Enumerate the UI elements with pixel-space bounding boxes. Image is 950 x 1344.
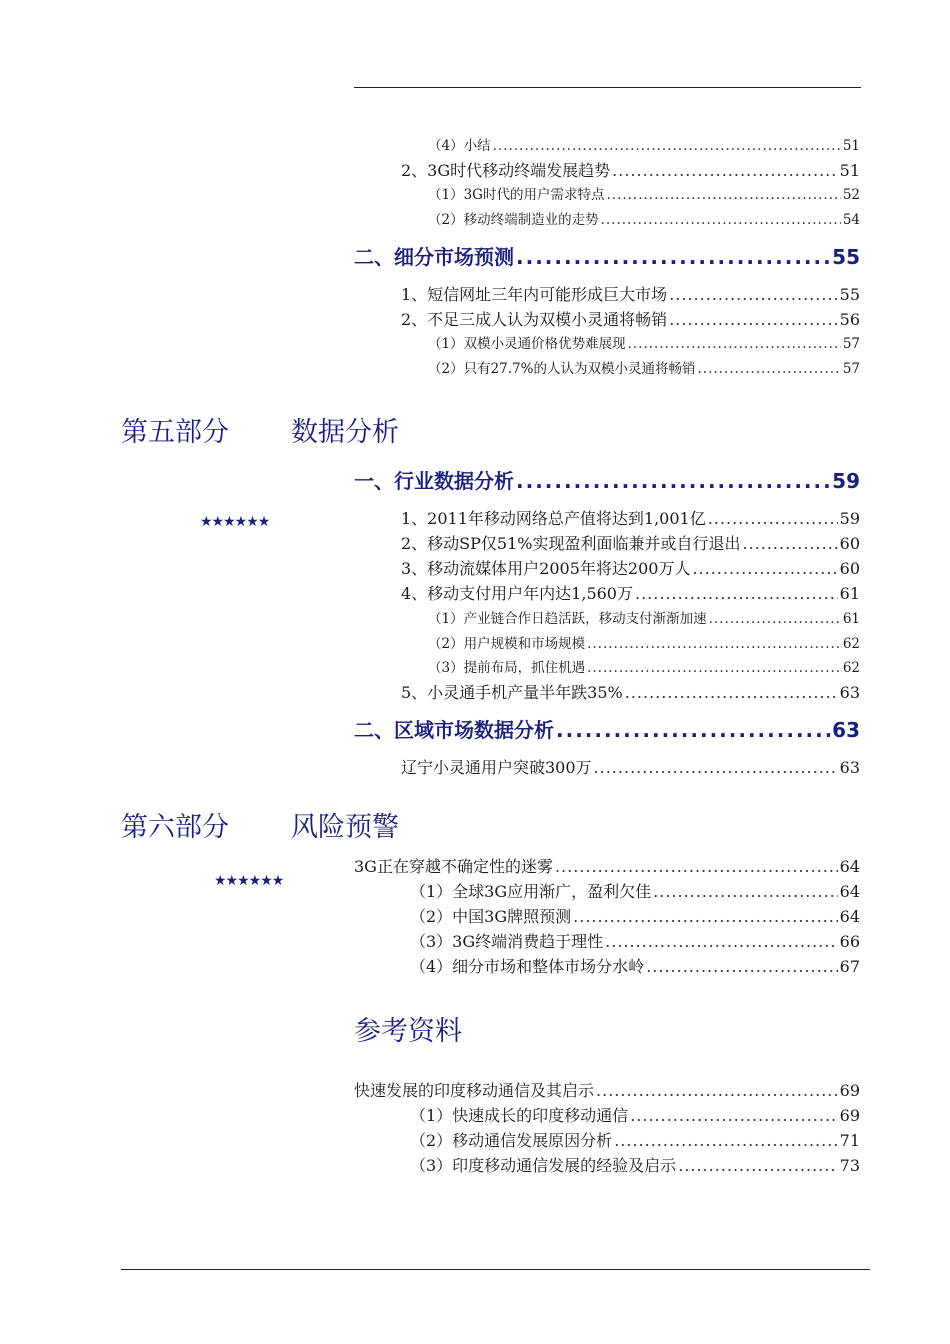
toc-page-number: 60 (839, 534, 860, 553)
toc-title: 3G正在穿越不确定性的迷雾 (354, 857, 553, 876)
toc-page-number: 51 (839, 161, 860, 180)
toc-page-number: 64 (839, 882, 860, 901)
toc-title: （1）快速成长的印度移动通信 (410, 1106, 629, 1125)
toc-page-number: 52 (842, 187, 860, 203)
toc-title: 二、区域市场数据分析 (354, 718, 554, 742)
toc-leader-dots (709, 611, 841, 627)
toc-leader-dots (516, 469, 830, 493)
toc-leader-dots (625, 683, 838, 702)
toc-entry[interactable] (401, 680, 860, 703)
toc-title: （3）3G终端消费趋于理性 (410, 932, 604, 951)
toc-title: 3、移动流媒体用户2005年将达200万人 (401, 559, 691, 578)
toc-leader-dots (573, 907, 837, 926)
toc-entry[interactable] (410, 904, 860, 927)
toc-page-number: 66 (839, 932, 860, 951)
toc-leader-dots (692, 559, 837, 578)
toc-leader-dots (612, 161, 837, 180)
toc-page-number: 67 (839, 957, 860, 976)
toc-page-number: 55 (832, 245, 860, 269)
toc-title: （1）全球3G应用渐广，盈利欠佳 (410, 882, 652, 901)
toc-entry[interactable] (401, 158, 860, 181)
toc-leader-dots (587, 636, 841, 652)
rating-stars: ★★★★★★ (214, 873, 284, 889)
toc-leader-dots (669, 310, 837, 329)
toc-page-number: 59 (832, 469, 860, 493)
toc-page-number: 64 (839, 857, 860, 876)
toc-entry[interactable] (410, 1153, 860, 1176)
toc-title: （1）双模小灵通价格优势难展现 (428, 336, 626, 352)
toc-leader-dots (630, 1106, 837, 1125)
toc-chapter[interactable] (354, 714, 860, 743)
toc-title: 一、行业数据分析 (354, 469, 514, 493)
toc-chapter[interactable] (354, 241, 860, 270)
toc-title: 2、3G时代移动终端发展趋势 (401, 161, 611, 180)
toc-entry[interactable] (401, 581, 860, 604)
toc-page-number: 73 (839, 1156, 860, 1175)
toc-page-number: 61 (842, 611, 860, 627)
toc-page-number: 51 (842, 138, 860, 154)
toc-leader-dots (605, 932, 837, 951)
toc-entry[interactable] (428, 183, 860, 203)
toc-page-number: 62 (842, 660, 860, 676)
toc-chapter[interactable] (354, 465, 860, 494)
toc-leader-dots (646, 957, 837, 976)
toc-title: （2）移动终端制造业的走势 (428, 212, 599, 228)
part-title: 数据分析 (291, 417, 399, 448)
toc-title: （2）用户规模和市场规模 (428, 636, 586, 652)
toc-title: （2）只有27.7%的人认为双模小灵通将畅销 (428, 361, 696, 377)
toc-leader-dots (493, 138, 841, 154)
toc-leader-dots (516, 245, 830, 269)
toc-title: （4）小结 (428, 138, 491, 154)
toc-title: 快速发展的印度移动通信及其启示 (354, 1081, 595, 1100)
toc-page-number: 63 (839, 683, 860, 702)
toc-title: 辽宁小灵通用户突破300万 (401, 758, 592, 777)
toc-entry[interactable] (428, 656, 860, 676)
toc-entry[interactable] (354, 854, 860, 877)
toc-leader-dots (628, 336, 841, 352)
toc-entry[interactable] (354, 1078, 860, 1101)
references-heading: 参考资料 (354, 1016, 462, 1047)
header-rule (354, 87, 861, 88)
toc-title: （2）中国3G牌照预测 (410, 907, 572, 926)
toc-leader-dots (614, 1131, 837, 1150)
toc-page-number: 63 (839, 758, 860, 777)
toc-page-number: 59 (839, 509, 860, 528)
toc-page-number: 61 (839, 584, 860, 603)
toc-entry[interactable] (428, 134, 860, 154)
part-title: 风险预警 (291, 812, 399, 843)
part-five-heading (121, 410, 399, 449)
toc-entry[interactable] (410, 929, 860, 952)
toc-page-number: 63 (832, 718, 860, 742)
toc-entry[interactable] (401, 307, 860, 330)
toc-leader-dots (556, 718, 830, 742)
toc-leader-dots (596, 1081, 838, 1100)
toc-leader-dots (555, 857, 838, 876)
toc-page-number: 62 (842, 636, 860, 652)
toc-entry[interactable] (410, 1128, 860, 1151)
toc-title: 1、2011年移动网络总产值将达到1,001亿 (401, 509, 706, 528)
toc-page-number: 57 (842, 336, 860, 352)
toc-entry[interactable] (410, 879, 860, 902)
toc-entry[interactable] (401, 755, 860, 778)
toc-title: （4）细分市场和整体市场分水岭 (410, 957, 645, 976)
toc-entry[interactable] (401, 556, 860, 579)
toc-leader-dots (587, 660, 841, 676)
toc-title: （2）移动通信发展原因分析 (410, 1131, 613, 1150)
toc-title: 5、小灵通手机产量半年跌35% (401, 683, 623, 702)
part-label: 第六部分 (121, 812, 229, 843)
toc-page-number: 69 (839, 1106, 860, 1125)
toc-leader-dots (742, 534, 837, 553)
toc-leader-dots (594, 758, 838, 777)
toc-entry[interactable] (428, 632, 860, 652)
toc-entry[interactable] (428, 357, 860, 377)
toc-leader-dots (697, 361, 840, 377)
toc-page-number: 54 (842, 212, 860, 228)
toc-title: （1）产业链合作日趋活跃，移动支付渐渐加速 (428, 611, 707, 627)
toc-entry[interactable] (428, 208, 860, 228)
toc-entry[interactable] (428, 332, 860, 352)
toc-leader-dots (606, 187, 840, 203)
footer-rule (121, 1269, 870, 1270)
part-label: 第五部分 (121, 417, 229, 448)
toc-page-number: 71 (839, 1131, 860, 1150)
toc-title: （3）提前布局，抓住机遇 (428, 660, 586, 676)
toc-entry[interactable] (401, 531, 860, 554)
toc-page-number: 64 (839, 907, 860, 926)
toc-leader-dots (678, 1156, 837, 1175)
toc-leader-dots (635, 584, 838, 603)
toc-page-number: 60 (839, 559, 860, 578)
toc-page-number: 56 (839, 310, 860, 329)
toc-title: （3）印度移动通信发展的经验及启示 (410, 1156, 677, 1175)
toc-page-number: 57 (842, 361, 860, 377)
toc-leader-dots (708, 509, 838, 528)
toc-entry[interactable] (410, 1103, 860, 1126)
toc-title: 2、移动SP仅51%实现盈利面临兼并或自行退出 (401, 534, 741, 553)
toc-title: （1）3G时代的用户需求特点 (428, 187, 605, 203)
rating-stars: ★★★★★★ (200, 514, 270, 530)
toc-leader-dots (601, 212, 841, 228)
toc-page-number: 55 (839, 285, 860, 304)
toc-leader-dots (669, 285, 837, 304)
toc-leader-dots (653, 882, 837, 901)
toc-title: 4、移动支付用户年内达1,560万 (401, 584, 633, 603)
toc-entry[interactable] (401, 282, 860, 305)
toc-entry[interactable] (401, 506, 860, 529)
toc-entry[interactable] (410, 954, 860, 977)
toc-title: 1、短信网址三年内可能形成巨大市场 (401, 285, 668, 304)
part-six-heading (121, 805, 399, 844)
toc-entry[interactable] (428, 607, 860, 627)
toc-title: 二、细分市场预测 (354, 245, 514, 269)
toc-title: 2、不足三成人认为双模小灵通将畅销 (401, 310, 668, 329)
toc-page-number: 69 (839, 1081, 860, 1100)
